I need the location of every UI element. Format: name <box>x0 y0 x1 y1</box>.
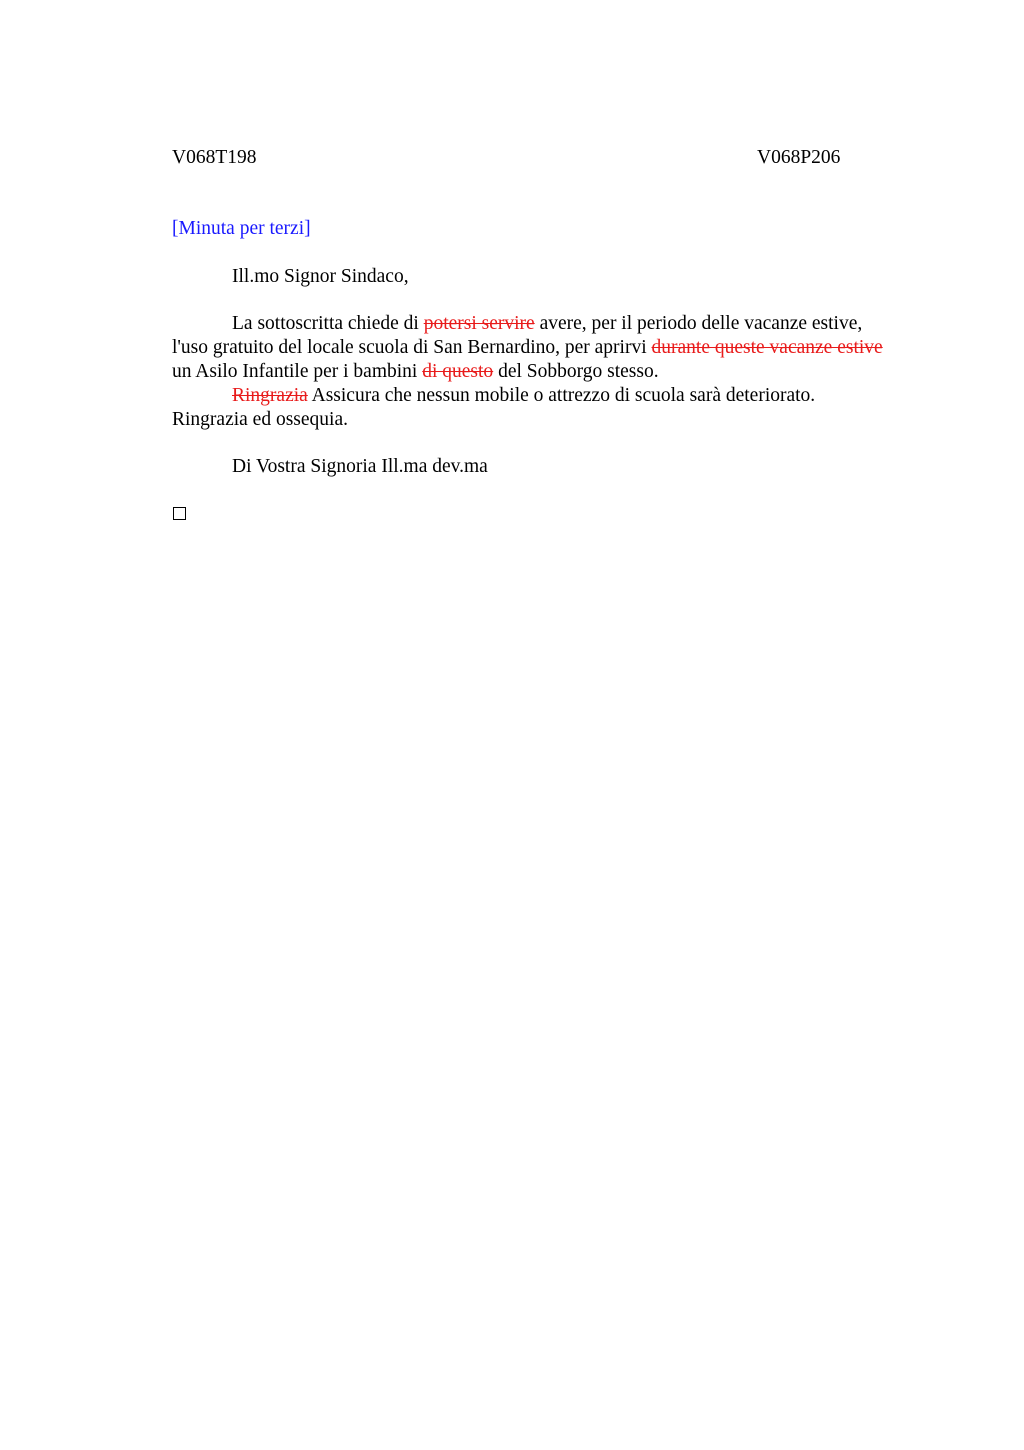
deleted-text: di questo <box>422 361 494 382</box>
text-segment: avere, per il periodo delle vacanze estive, <box>534 313 863 334</box>
body-line-4 <box>172 384 932 408</box>
deleted-text: durante queste vacanze estive <box>651 337 883 358</box>
text-segment: un Asilo Infantile per i bambini <box>172 361 423 382</box>
deleted-text: Ringrazia <box>232 385 308 406</box>
salutation: Ill.mo Signor Sindaco, <box>232 266 409 287</box>
deleted-text: potersi servire <box>423 313 535 334</box>
text-segment: Ringrazia ed ossequia. <box>172 409 348 430</box>
editorial-note: [Minuta per terzi] <box>172 218 311 239</box>
body-line-3 <box>172 360 932 384</box>
body-line-2 <box>172 336 932 360</box>
document-code-left: V068T198 <box>172 147 257 168</box>
document-code-right: V068P206 <box>757 147 841 168</box>
text-segment: l'uso gratuito del locale scuola di San Bernardino, per aprirvi <box>172 337 652 358</box>
letter-body <box>172 312 932 432</box>
text-segment: La sottoscritta chiede di <box>232 313 424 334</box>
checkbox-icon <box>173 507 186 520</box>
text-segment: del Sobborgo stesso. <box>493 361 659 382</box>
closing-formula: Di Vostra Signoria Ill.ma dev.ma <box>232 456 488 477</box>
text-segment: Assicura che nessun mobile o attrezzo di scuola sarà deteriorato. <box>307 385 816 406</box>
body-line-5 <box>172 408 932 432</box>
body-line-1 <box>172 312 932 336</box>
